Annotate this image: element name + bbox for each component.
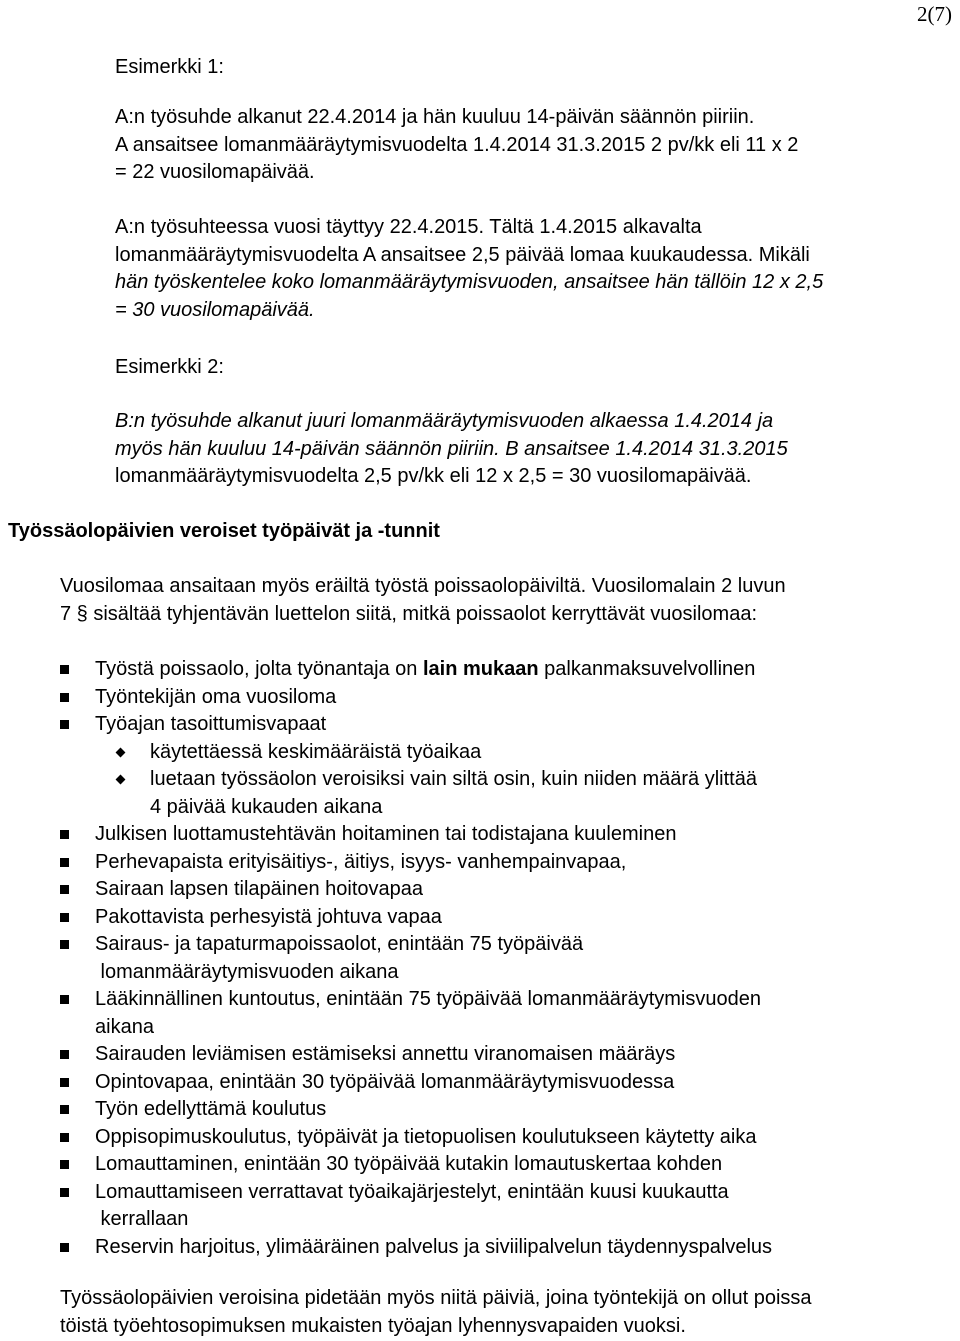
example1-title: Esimerkki 1: bbox=[115, 56, 224, 78]
list-item bbox=[60, 711, 955, 821]
list-item-text: Lomauttaminen, enintään 30 työpäivää kutakin lomautuskertaa kohden bbox=[95, 1153, 723, 1175]
list-item bbox=[60, 849, 955, 877]
section-heading: Työssäolopäivien veroiset työpäivät ja -tunnit bbox=[8, 520, 440, 542]
sub-list-item bbox=[95, 739, 955, 767]
example1-p1-line: A ansaitsee lomanmääräytymisvuodelta 1.4.2014 31.3.2015 2 pv/kk eli 11 x 2 bbox=[115, 133, 799, 156]
example2-line: lomanmääräytymisvuodelta 2,5 pv/kk eli 12 x 2,5 = 30 vuosilomapäivää. bbox=[115, 465, 752, 487]
list-item-text: Sairauden leviämisen estämiseksi annettu viranomaisen määräys bbox=[95, 1043, 676, 1065]
example1-p1-line: = 22 vuosilomapäivää. bbox=[115, 161, 315, 183]
list-item-text: Pakottavista perhesyistä johtuva vapaa bbox=[95, 905, 442, 928]
sub-list bbox=[95, 739, 955, 822]
intro-line: Vuosilomaa ansaitaan myös eräiltä työstä poissaolopäiviltä. Vuosilomalain 2 luvun bbox=[60, 575, 786, 597]
square-bullet-icon bbox=[60, 720, 69, 729]
example1-p2-line: lomanmääräytymisvuodelta A ansaitsee 2,5 päivää lomaa kuukaudessa. Mikäli bbox=[115, 243, 810, 266]
list-item-text: Lääkinnällinen kuntoutus, enintään 75 työpäivää lomanmääräytymisvuoden bbox=[95, 988, 761, 1010]
example2-paragraph bbox=[115, 408, 955, 491]
list-item bbox=[60, 1179, 955, 1234]
list-item bbox=[60, 1234, 955, 1262]
list-item-text: Julkisen luottamustehtävän hoitaminen tai todistajana kuuleminen bbox=[95, 823, 677, 845]
diamond-bullet-icon bbox=[116, 775, 126, 785]
square-bullet-icon bbox=[60, 913, 69, 922]
list-item bbox=[60, 821, 955, 849]
closing-paragraph bbox=[60, 1285, 955, 1340]
list-item bbox=[60, 876, 955, 904]
example1-paragraph1 bbox=[115, 104, 955, 187]
example2-title: Esimerkki 2: bbox=[115, 356, 224, 378]
sub-list-item-text: 4 päivää kukauden aikana bbox=[150, 795, 383, 818]
list-item-text: aikana bbox=[95, 1015, 154, 1038]
list-item-text: palkanmaksuvelvollinen bbox=[538, 658, 756, 680]
square-bullet-icon bbox=[60, 995, 69, 1004]
sub-list-item-text: käytettäessä keskimääräistä työaikaa bbox=[150, 740, 482, 763]
list-item-text: Työstä poissaolo, jolta työnantaja on bbox=[95, 658, 423, 680]
list-item-text: Lomauttamiseen verrattavat työaikajärjestelyt, enintään kuusi kuukautta bbox=[95, 1180, 729, 1203]
square-bullet-icon bbox=[60, 1188, 69, 1197]
list-item-text: Opintovapaa, enintään 30 työpäivää lomanmääräytymisvuodessa bbox=[95, 1070, 675, 1093]
list-item-text: Perhevapaista erityisäitiys-, äitiys, isyys- vanhempainvapaa, bbox=[95, 850, 627, 873]
list-item bbox=[60, 1151, 955, 1179]
section-intro bbox=[60, 573, 955, 628]
example1-p2-line: A:n työsuhteessa vuosi täyttyy 22.4.2015. Tältä 1.4.2015 alkavalta bbox=[115, 216, 702, 238]
example1-paragraph2 bbox=[115, 214, 955, 324]
list-item-text: Sairaus- ja tapaturmapoissaolot, enintään 75 työpäivää bbox=[95, 933, 584, 955]
list-item-text: Oppisopimuskoulutus, työpäivät ja tietopuolisen koulutukseen käytetty aika bbox=[95, 1125, 757, 1148]
square-bullet-icon bbox=[60, 885, 69, 894]
example2-line: myös hän kuuluu 14-päivän säännön piiriin. B ansaitsee 1.4.2014 31.3.2015 bbox=[115, 437, 788, 460]
list-item bbox=[60, 684, 955, 712]
list-item-text: Työajan tasoittumisvapaat bbox=[95, 713, 327, 735]
square-bullet-icon bbox=[60, 665, 69, 674]
square-bullet-icon bbox=[60, 693, 69, 702]
example1-p2-line: hän työskentelee koko lomanmääräytymisvuoden, ansaitsee hän tällöin 12 x 2,5 bbox=[115, 271, 824, 293]
list-item bbox=[60, 1124, 955, 1152]
square-bullet-icon bbox=[60, 940, 69, 949]
square-bullet-icon bbox=[60, 1160, 69, 1169]
closing-line: töistä työehtosopimuksen mukaisten työajan lyhennysvapaiden vuoksi. bbox=[60, 1314, 686, 1337]
square-bullet-icon bbox=[60, 1078, 69, 1087]
square-bullet-icon bbox=[60, 1133, 69, 1142]
list-item-text: Reservin harjoitus, ylimääräinen palvelus ja siviilipalvelun täydennyspalvelus bbox=[95, 1235, 773, 1258]
list-item-text: Työntekijän oma vuosiloma bbox=[95, 685, 337, 708]
square-bullet-icon bbox=[60, 858, 69, 867]
diamond-bullet-icon bbox=[116, 747, 126, 757]
list-item bbox=[60, 1069, 955, 1097]
intro-line: 7 § sisältää tyhjentävän luettelon siitä, mitkä poissaolot kerryttävät vuosilomaa: bbox=[60, 602, 758, 625]
list-item bbox=[60, 931, 955, 986]
example2-line: B:n työsuhde alkanut juuri lomanmääräytymisvuoden alkaessa 1.4.2014 ja bbox=[115, 410, 774, 432]
list-item bbox=[60, 986, 955, 1041]
sub-list-item-text: luetaan työssäolon veroisiksi vain siltä osin, kuin niiden määrä ylittää bbox=[150, 768, 757, 790]
list-item bbox=[60, 904, 955, 932]
list-item-emphasis: lain mukaan bbox=[423, 658, 539, 680]
list-item bbox=[60, 656, 955, 684]
sub-list-item bbox=[95, 766, 955, 821]
example1-p2-line: = 30 vuosilomapäivää. bbox=[115, 298, 315, 321]
list-item-text: lomanmääräytymisvuoden aikana bbox=[95, 960, 399, 983]
list-item-text: Työn edellyttämä koulutus bbox=[95, 1098, 327, 1120]
square-bullet-icon bbox=[60, 1050, 69, 1059]
list-item bbox=[60, 1096, 955, 1124]
square-bullet-icon bbox=[60, 1105, 69, 1114]
absence-list bbox=[60, 656, 955, 1261]
square-bullet-icon bbox=[60, 830, 69, 839]
list-item-text: Sairaan lapsen tilapäinen hoitovapaa bbox=[95, 878, 424, 900]
square-bullet-icon bbox=[60, 1243, 69, 1252]
example1-p1-line: A:n työsuhde alkanut 22.4.2014 ja hän kuuluu 14-päivän säännön piiriin. bbox=[115, 106, 755, 128]
closing-line: Työssäolopäivien veroisina pidetään myös niitä päiviä, joina työntekijä on ollut poissa bbox=[60, 1287, 812, 1309]
list-item-text: kerrallaan bbox=[95, 1208, 189, 1230]
page-number: 2(7) bbox=[917, 2, 952, 26]
list-item bbox=[60, 1041, 955, 1069]
